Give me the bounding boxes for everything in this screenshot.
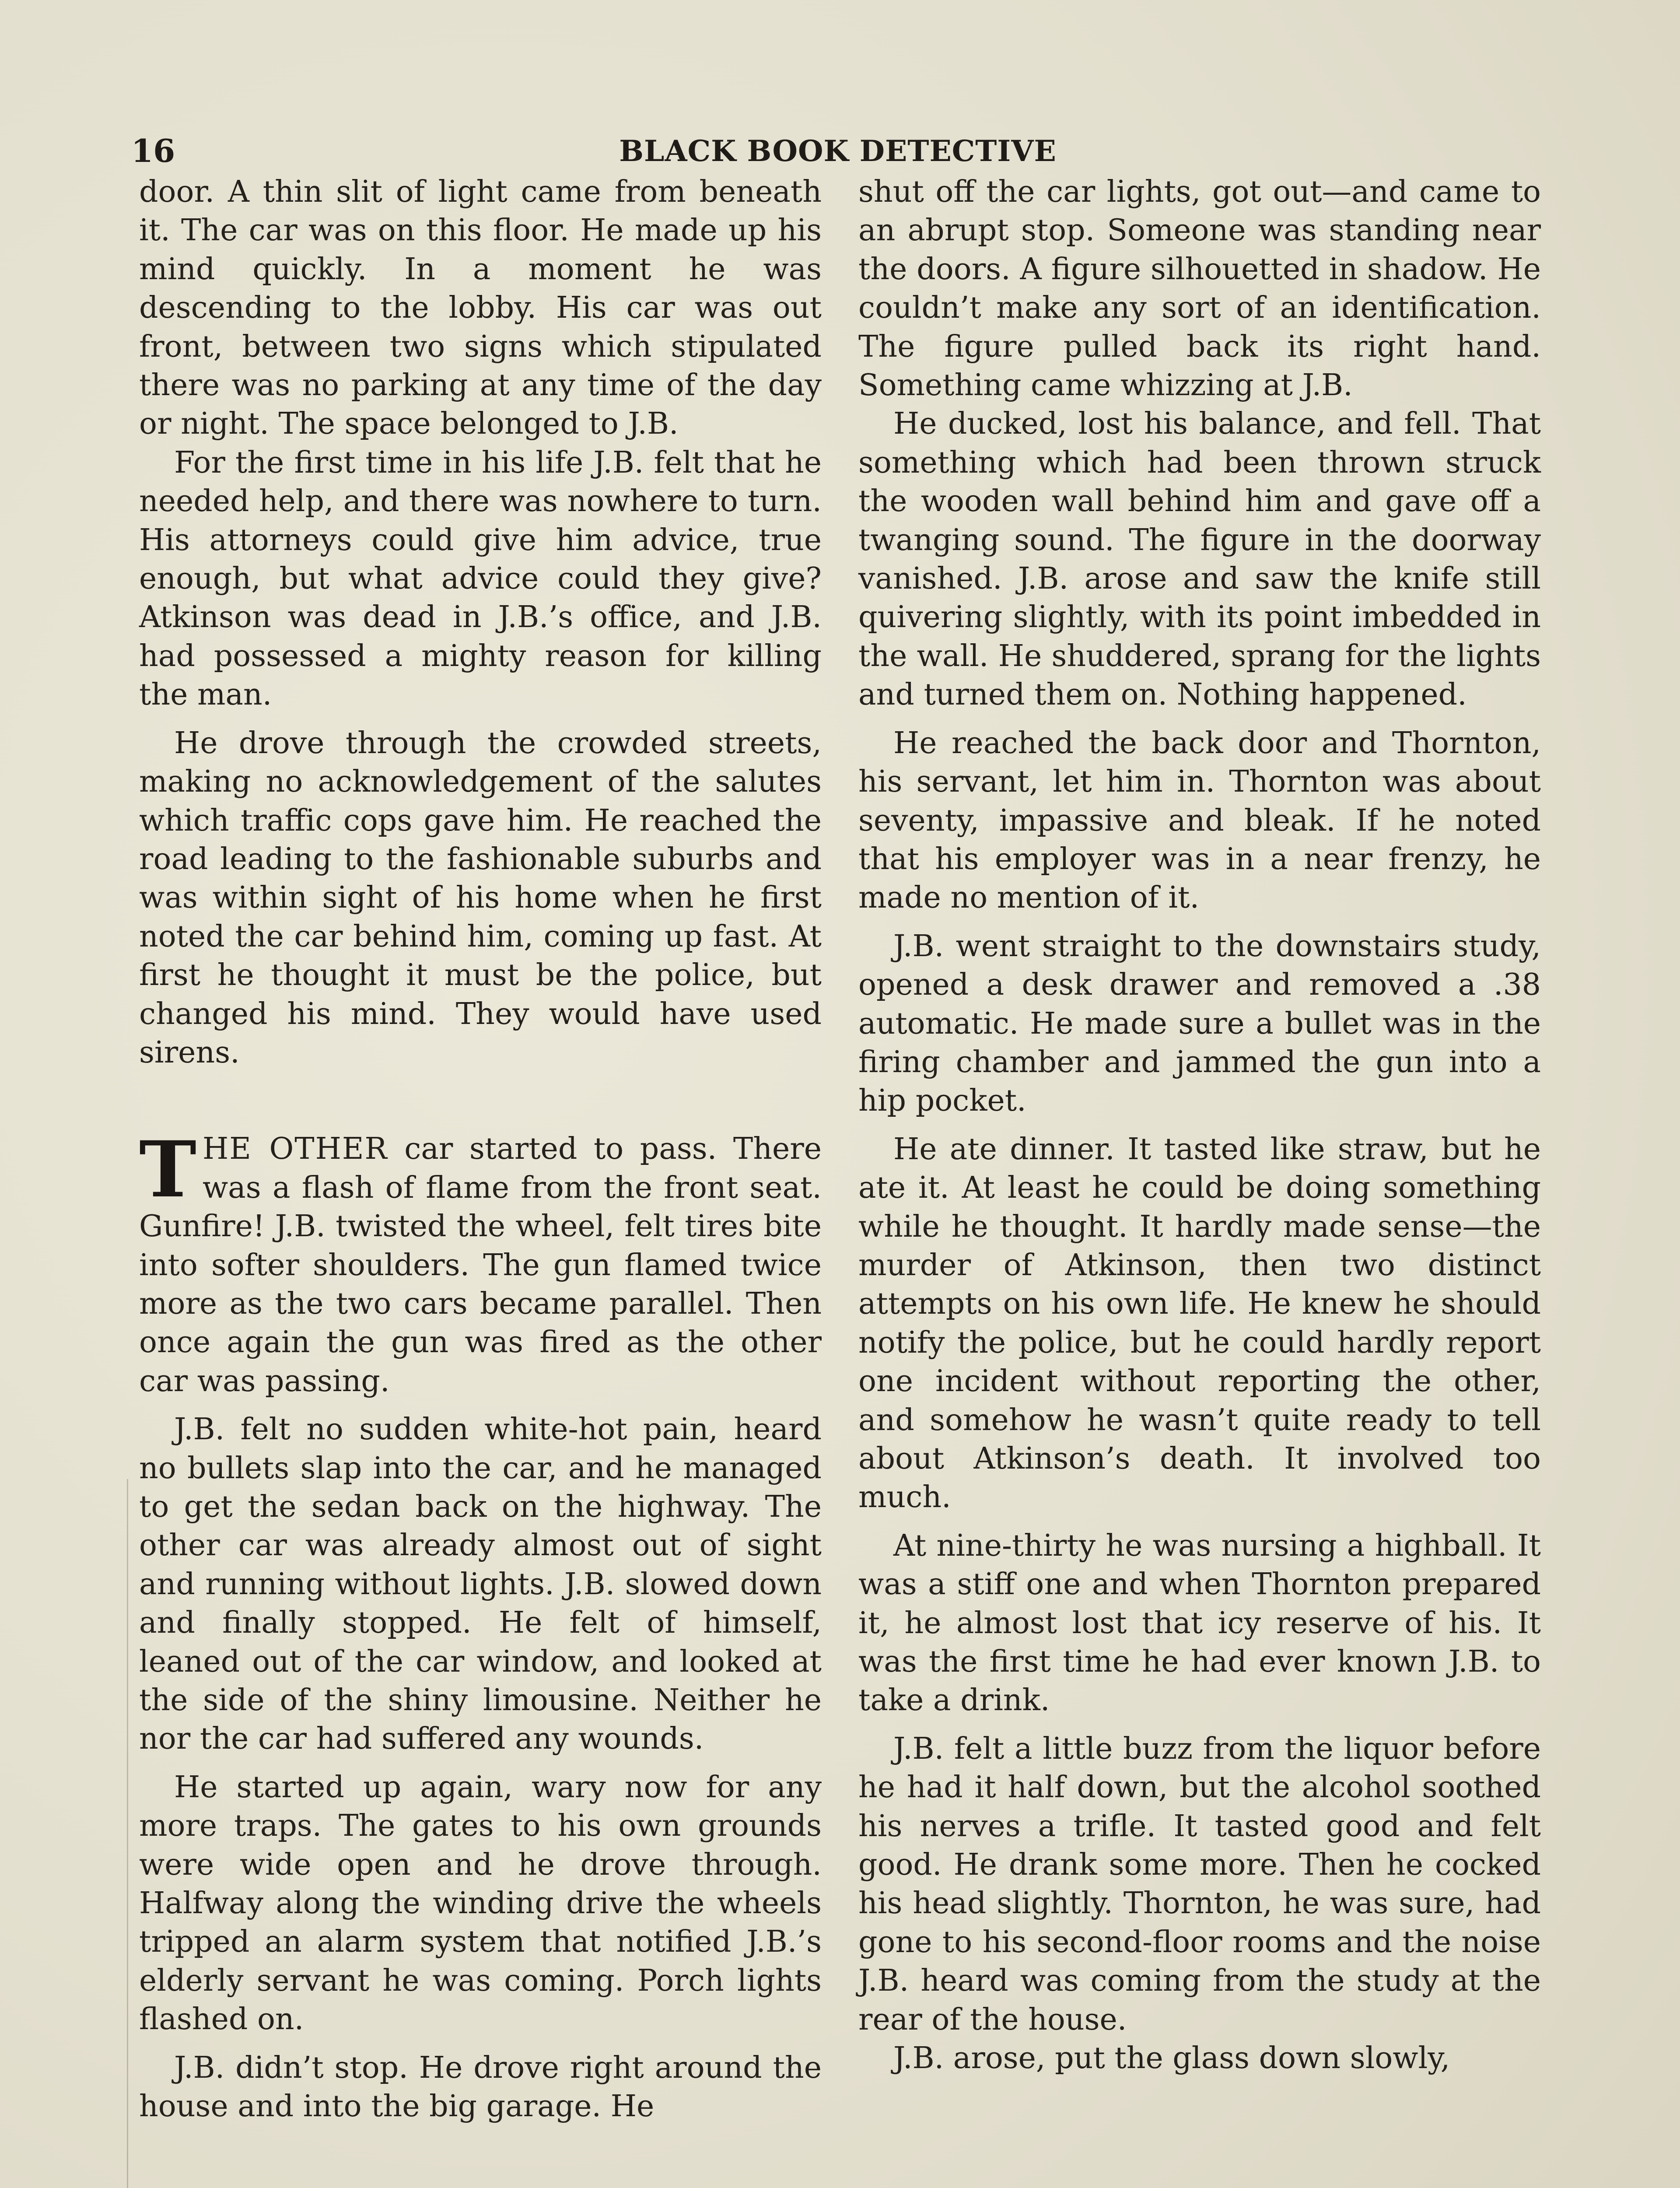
paragraph: He drove through the crowded streets, making no acknowledgement of the salutes which traffic cops gave him. He reached the road leading to the fashionable suburbs and was within sight of his home when he first noted the car behind him, coming up fast. At first he thought it must be the police, but changed his mind. They would have used sirens. xyxy=(139,726,822,1070)
paragraph: He reached the back door and Thornton, his servant, let him in. Thornton was about seventy, impassive and bleak. If he noted that his employer was in a near frenzy, he made no mention of it. xyxy=(858,726,1541,915)
page-header xyxy=(131,131,1544,171)
paragraph: J.B. felt no sudden white-hot pain, heard no bullets slap into the car, and he managed to get the sedan back on the highway. The other car was already almost out of sight and running without lights. J.B. slowed down and finally stopped. He felt of himself, leaned out of the car window, and looked at the side of the shiny limousine. Neither he nor the car had suffered any wounds. xyxy=(139,1412,822,1757)
running-title: BLACK BOOK DETECTIVE xyxy=(619,134,1057,168)
paragraph: J.B. felt a little buzz from the liquor before he had it half down, but the alcohol soothed his nerves a trifle. It tasted good and felt good. He drank some more. Then he cocked his head slightly. Thornton, he was sure, had gone to his second-floor rooms and the noise J.B. heard was coming from the study at the rear of the house. xyxy=(858,1731,1541,2037)
paragraph: For the first time in his life J.B. felt that he needed help, and there was nowhere to turn. His attorneys could give him advice, true enough, but what advice could they give? Atkinson was dead in J.B.’s office, and J.B. had possessed a mighty reason for killing the man. xyxy=(139,445,822,712)
paragraph: shut off the car lights, got out—and came to an abrupt stop. Someone was standing near the doors. A figure silhouetted in shadow. He couldn’t make any sort of an identification. The figure pulled back its right hand. Something came whizzing at J.B. xyxy=(858,175,1541,403)
paragraph: J.B. didn’t stop. He drove right around the house and into the big garage. He xyxy=(139,2050,822,2124)
paragraph-text: car started to pass. There was a flash of flame from the front seat. Gunfire! J.B. twisted the wheel, felt tires bite into softer shoulders. The gun flamed twice more as the two cars became parallel. Then once again the gun was fired as the other car was passing. xyxy=(139,1132,822,1399)
paragraph: J.B. went straight to the downstairs study, opened a desk drawer and removed a .38 automatic. He made sure a bullet was in the firing chamber and jammed the gun into a hip pocket. xyxy=(858,929,1541,1119)
paragraph: At nine-thirty he was nursing a highball. It was a stiff one and when Thornton prepared it, he almost lost that icy reserve of his. It was the first time he had ever known J.B. to take a drink. xyxy=(858,1528,1541,1718)
paragraph: He ducked, lost his balance, and fell. That something which had been thrown struck the wooden wall behind him and gave off a twanging sound. The figure in the doorway vanished. J.B. arose and saw the knife still quivering slightly, with its point imbedded in the wall. He shuddered, sprang for the lights and turned them on. Nothing happened. xyxy=(858,407,1541,712)
right-column xyxy=(858,173,1541,2078)
lead-in: HE OTHER xyxy=(202,1132,388,1167)
margin-rule xyxy=(127,1479,128,2188)
paragraph: door. A thin slit of light came from beneath it. The car was on this floor. He made up his mind quickly. In a moment he was descending to the lobby. His car was out front, between two signs which stipulated there was no parking at any time of the day or night. The space belonged to J.B. xyxy=(139,175,822,442)
paragraph: He ate dinner. It tasted like straw, but he ate it. At least he could be doing something while he thought. It hardly made sense—the murder of Atkinson, then two distinct attempts on his own life. He knew he should notify the police, but he could hardly report one incident without reporting the other, and somehow he wasn’t quite ready to tell about Atkinson’s death. It involved too much. xyxy=(858,1132,1541,1515)
left-column xyxy=(139,173,822,2126)
paragraph: He started up again, wary now for any more traps. The gates to his own grounds were wide open and he drove through. Halfway along the winding drive the wheels tripped an alarm system that notified J.B.’s elderly servant he was coming. Porch lights flashed on. xyxy=(139,1770,822,2037)
drop-cap: T xyxy=(139,1124,196,1215)
paragraph: J.B. arose, put the glass down slowly, xyxy=(893,2041,1450,2076)
section-opening-paragraph xyxy=(139,1124,822,1401)
page-number: 16 xyxy=(131,132,175,169)
